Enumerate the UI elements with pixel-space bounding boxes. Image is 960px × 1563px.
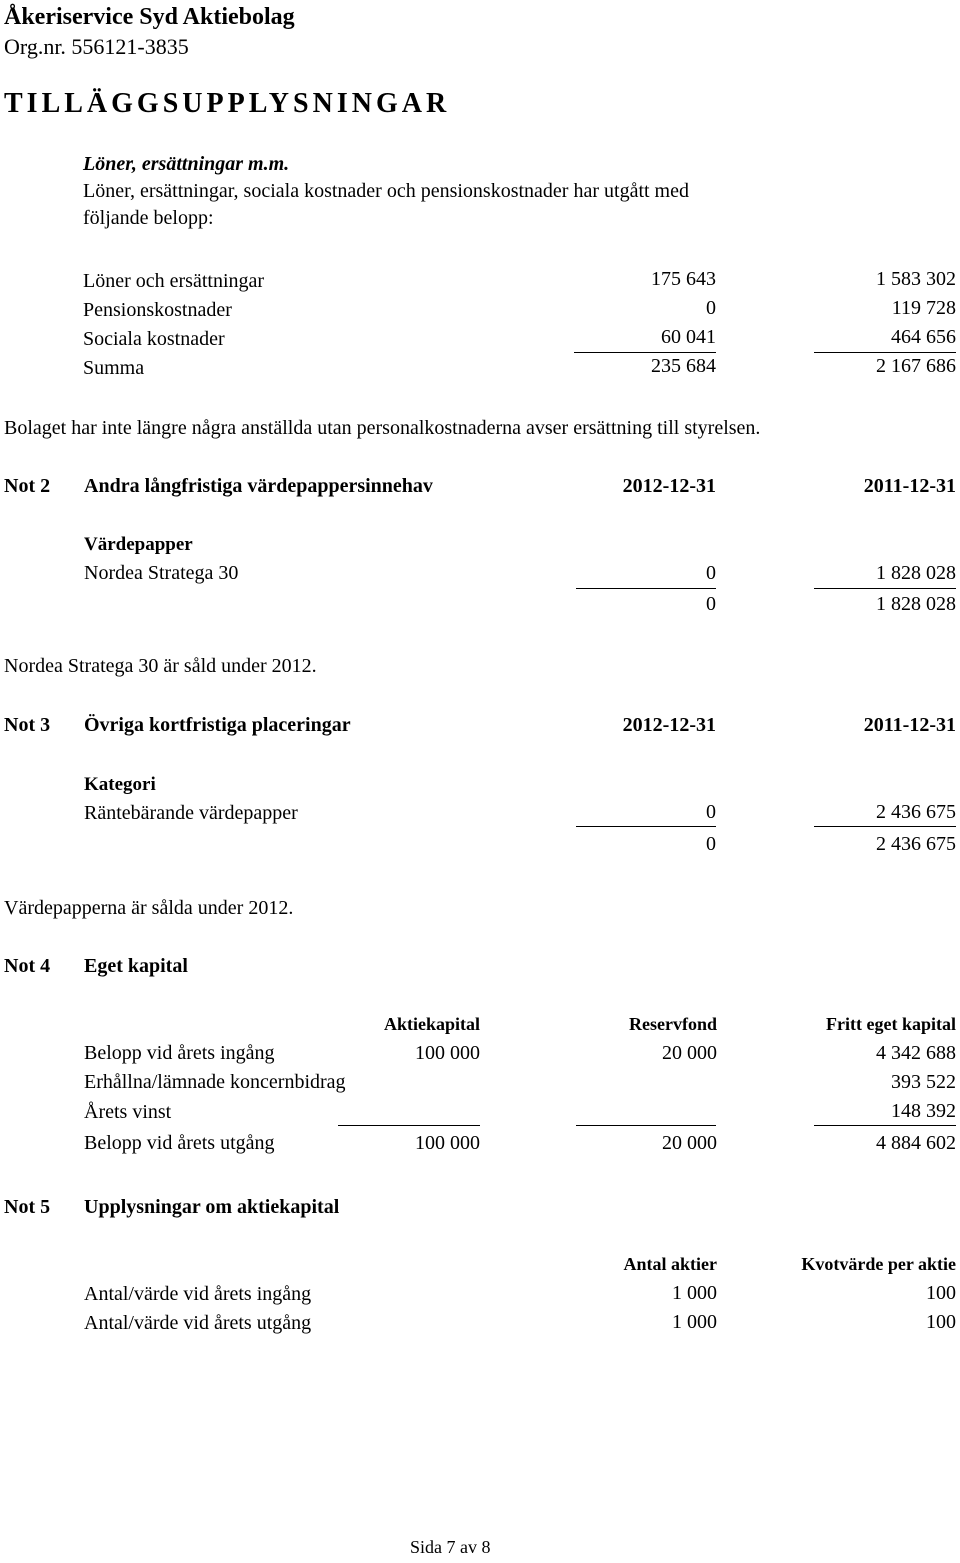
share-row-label: Antal/värde vid årets utgång	[84, 1312, 312, 1334]
loner-row-value-2012: 60 041	[661, 326, 716, 348]
subtotal-rule	[576, 588, 716, 589]
loner-intro-line1: Löner, ersättningar, sociala kostnader och pensionskostnader har utgått med	[83, 180, 689, 202]
subtotal-rule	[814, 588, 956, 589]
row-value-2012: 0	[706, 801, 716, 823]
equity-row-reservfond: 20 000	[662, 1132, 717, 1154]
note-number: Not 4	[4, 955, 51, 977]
loner-sum-label: Summa	[83, 357, 145, 379]
org-number: Org.nr. 556121-3835	[4, 34, 189, 59]
equity-row-fritt-eget-kapital: 148 392	[891, 1100, 956, 1122]
note-number: Not 5	[4, 1196, 51, 1218]
note-text: Nordea Stratega 30 är såld under 2012.	[4, 655, 317, 677]
row-value-2012: 0	[706, 562, 716, 584]
loner-row-value-2011: 464 656	[891, 326, 956, 348]
subheading: Värdepapper	[84, 534, 193, 555]
subtotal-rule	[574, 352, 716, 353]
column-header-2012: 2012-12-31	[622, 714, 716, 736]
sum-value-2012: 0	[706, 833, 716, 855]
sum-value-2011: 1 828 028	[876, 593, 956, 615]
column-header-aktiekapital: Aktiekapital	[383, 1014, 480, 1034]
loner-row-value-2012: 175 643	[651, 268, 716, 290]
loner-row-label: Sociala kostnader	[83, 328, 225, 350]
equity-row-label: Erhållna/lämnade koncernbidrag	[84, 1071, 346, 1093]
loner-sum-2012: 235 684	[651, 355, 716, 377]
column-header-2011: 2011-12-31	[863, 475, 956, 497]
loner-row-value-2011: 119 728	[891, 297, 956, 319]
note-title: Upplysningar om aktiekapital	[84, 1196, 340, 1218]
subheading: Kategori	[84, 774, 156, 795]
note-title: Eget kapital	[84, 955, 188, 977]
column-header-2011: 2011-12-31	[863, 714, 956, 736]
company-name: Åkeriservice Syd Aktiebolag	[4, 4, 295, 30]
note-title: Övriga kortfristiga placeringar	[84, 714, 351, 736]
equity-row-fritt-eget-kapital: 4 342 688	[876, 1042, 956, 1064]
equity-row-label: Belopp vid årets ingång	[84, 1042, 275, 1064]
row-value-2011: 1 828 028	[876, 562, 956, 584]
equity-row-aktiekapital: 100 000	[415, 1132, 480, 1154]
equity-row-aktiekapital: 100 000	[415, 1042, 480, 1064]
share-row-label: Antal/värde vid årets ingång	[84, 1283, 312, 1305]
sum-value-2011: 2 436 675	[876, 833, 956, 855]
loner-row-label: Löner och ersättningar	[83, 270, 265, 292]
column-header-reservfond: Reservfond	[629, 1014, 717, 1034]
loner-note: Bolaget har inte längre några anställda utan personalkostnaderna avser ersättning till styrelsen.	[4, 417, 761, 439]
loner-heading: Löner, ersättningar m.m.	[83, 153, 290, 175]
share-row-kvotvarde: 100	[926, 1311, 956, 1333]
equity-row-label: Belopp vid årets utgång	[84, 1132, 275, 1154]
equity-row-reservfond: 20 000	[662, 1042, 717, 1064]
sum-value-2012: 0	[706, 593, 716, 615]
subtotal-rule	[576, 826, 716, 827]
loner-row-value-2011: 1 583 302	[876, 268, 956, 290]
equity-row-fritt-eget-kapital: 4 884 602	[876, 1132, 956, 1154]
page-title: TILLÄGGSUPPLYSNINGAR	[4, 88, 451, 119]
loner-row-value-2012: 0	[706, 297, 716, 319]
note-text: Värdepapperna är sålda under 2012.	[4, 897, 294, 919]
loner-sum-2011: 2 167 686	[876, 355, 956, 377]
column-header-2012: 2012-12-31	[622, 475, 716, 497]
share-row-kvotvarde: 100	[926, 1282, 956, 1304]
loner-row-label: Pensionskostnader	[83, 299, 232, 321]
row-label: Räntebärande värdepapper	[84, 802, 298, 824]
page-number: Sida 7 av 8	[410, 1537, 491, 1557]
column-header-antal-aktier: Antal aktier	[623, 1254, 717, 1274]
loner-intro-line2: följande belopp:	[83, 207, 214, 229]
note-number: Not 2	[4, 475, 51, 497]
subtotal-rule	[576, 1125, 716, 1126]
row-label: Nordea Stratega 30	[84, 562, 239, 584]
column-header-kvotvarde: Kvotvärde per aktie	[801, 1254, 956, 1274]
equity-row-label: Årets vinst	[84, 1101, 172, 1123]
subtotal-rule	[814, 826, 956, 827]
note-title: Andra långfristiga värdepappersinnehav	[84, 475, 433, 497]
share-row-antal: 1 000	[672, 1311, 717, 1333]
subtotal-rule	[814, 1125, 956, 1126]
subtotal-rule	[338, 1125, 480, 1126]
column-header-fritt-eget-kapital: Fritt eget kapital	[826, 1014, 956, 1034]
note-number: Not 3	[4, 714, 51, 736]
subtotal-rule	[814, 352, 956, 353]
share-row-antal: 1 000	[672, 1282, 717, 1304]
row-value-2011: 2 436 675	[876, 801, 956, 823]
equity-row-fritt-eget-kapital: 393 522	[891, 1071, 956, 1093]
